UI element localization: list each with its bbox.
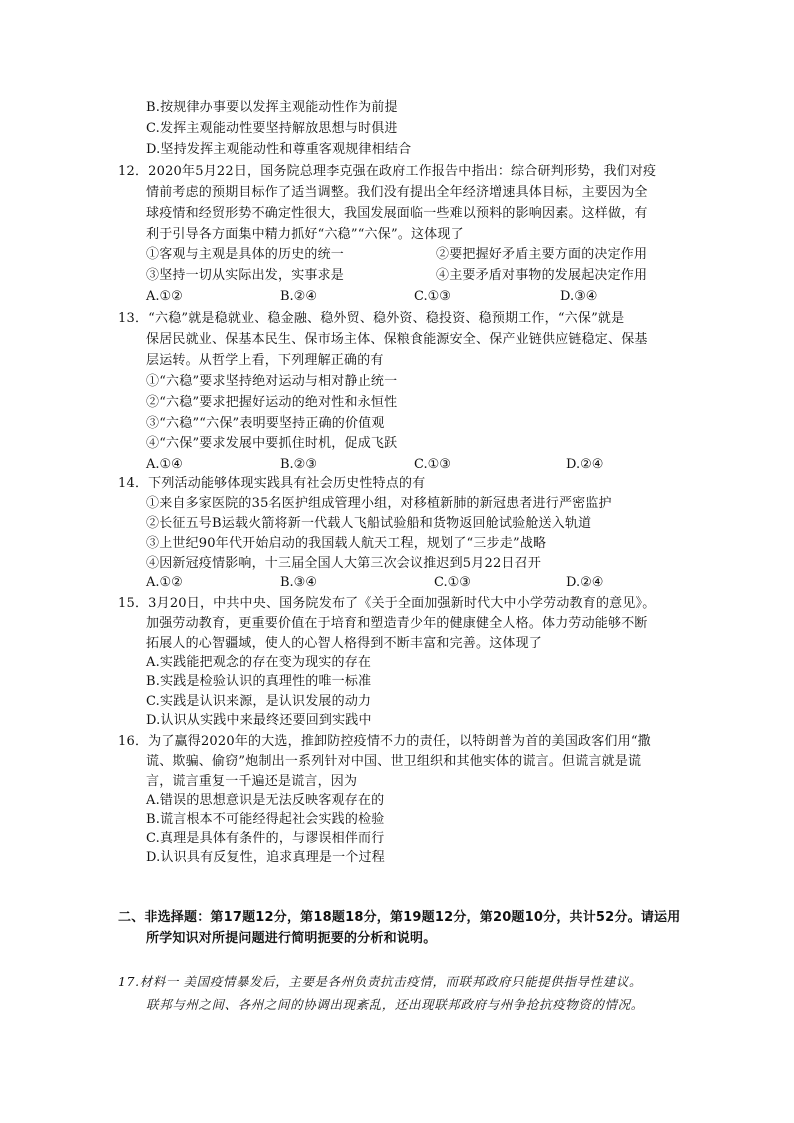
- q14-statement-3: ③上世纪90年代开始启动的我国载人航天工程，规划了“三步走”战略: [146, 536, 547, 551]
- q14-option-c: C.①③: [434, 575, 471, 590]
- q17-material-line1: 17.材料一 美国疫情暴发后，主要是各州负责抗击疫情，而联邦政府只能提供指导性建议。: [118, 974, 643, 989]
- q16-option-d: D.认识具有反复性，追求真理是一个过程: [146, 850, 385, 865]
- q15-option-d: D.认识从实践中来最终还要回到实践中: [146, 713, 372, 728]
- q14-stem-line1: 14．下列活动能够体现实践具有社会历史性特点的有: [118, 476, 426, 491]
- q13-option-a: A.①④: [146, 457, 183, 472]
- q11-option-d: D.坚持发挥主观能动性和尊重客观规律相结合: [146, 142, 412, 157]
- q14-statement-4: ④因新冠疫情影响，十三届全国人大第三次会议推迟到5月22日召开: [146, 556, 542, 571]
- q16-option-c: C.真理是具体有条件的，与谬误相伴而行: [146, 831, 385, 846]
- q17-material-line2: 联邦与州之间、各州之间的协调出现紊乱，还出现联邦政府与州争抢抗疫物资的情况。: [146, 997, 644, 1012]
- q12-statement-4: ④主要矛盾对事物的发展起决定作用: [436, 268, 648, 283]
- q12-statement-3: ③坚持一切从实际出发，实事求是: [146, 268, 345, 283]
- q13-stem-line3: 层运转。从哲学上看，下列理解正确的有: [146, 353, 384, 368]
- q15-option-c: C.实践是认识来源，是认识发展的动力: [146, 694, 372, 709]
- q16-option-a: A.错误的思想意识是无法反映客观存在的: [146, 793, 385, 808]
- q12-stem-line3: 球疫情和经贸形势不确定性很大，我国发展面临一些难以预料的影响因素。这样做，有: [146, 206, 648, 221]
- section2-heading-line1: 二、非选择题：第17题12分，第18题18分，第19题12分，第20题10分，共计52分。请运用: [118, 910, 681, 925]
- q12-stem-line2: 情前考虑的预期目标作了适当调整。我们没有提出全年经济增速具体目标，主要因为全: [146, 185, 648, 200]
- q12-statement-1: ①客观与主观是具体的历史的统一: [146, 247, 345, 262]
- q14-option-a: A.①②: [146, 575, 183, 590]
- q13-option-d: D.②④: [566, 457, 604, 472]
- q12-option-b: B.②④: [280, 289, 317, 304]
- q11-option-c: C.发挥主观能动性要坚持解放思想与时俱进: [146, 121, 398, 136]
- q13-option-b: B.②③: [280, 457, 317, 472]
- q16-stem-line3: 言，谎言重复一千遍还是谎言，因为: [146, 774, 358, 789]
- q13-stem-line1: 13．“六稳”就是稳就业、稳金融、稳外贸、稳外资、稳投资、稳预期工作，“六保”就是: [118, 311, 625, 326]
- q13-statement-4: ④“六保”要求发展中要抓住时机，促成飞跃: [146, 436, 398, 451]
- q14-statement-2: ②长征五号B运载火箭将新一代载人飞船试验船和货物返回舱试验舱送入轨道: [146, 516, 592, 531]
- q15-stem-line1: 15．3月20日，中共中央、国务院发布了《关于全面加强新时代大中小学劳动教育的意见》。: [118, 596, 656, 611]
- q12-option-a: A.①②: [146, 289, 183, 304]
- q16-stem-line1: 16．为了赢得2020年的大选，推卸防控疫情不力的责任，以特朗普为首的美国政客们用“撒: [118, 734, 651, 749]
- q13-statement-2: ②“六稳”要求把握好运动的绝对性和永恒性: [146, 395, 398, 410]
- q11-option-b: B.按规律办事要以发挥主观能动性作为前提: [146, 100, 398, 115]
- q14-option-d: D.②④: [566, 575, 604, 590]
- q14-statement-1: ①来自多家医院的35名医护组成管理小组，对移植新肺的新冠患者进行严密监护: [146, 496, 612, 511]
- q13-stem-line2: 保居民就业、保基本民生、保市场主体、保粮食能源安全、保产业链供应链稳定、保基: [146, 332, 648, 347]
- q14-option-b: B.③④: [280, 575, 317, 590]
- q12-stem-line1: 12．2020年5月22日，国务院总理李克强在政府工作报告中指出：综合研判形势，我们对疫: [118, 164, 657, 179]
- q13-statement-1: ①“六稳”要求坚持绝对运动与相对静止统一: [146, 374, 398, 389]
- q12-statement-2: ②要把握好矛盾主要方面的决定作用: [436, 247, 648, 262]
- q15-option-b: B.实践是检验认识的真理性的唯一标准: [146, 674, 372, 689]
- q13-option-c: C.①③: [414, 457, 451, 472]
- q12-option-d: D.③④: [560, 289, 598, 304]
- q13-statement-3: ③“六稳”“六保”表明要坚持正确的价值观: [146, 416, 385, 431]
- q15-stem-line3: 拓展人的心智疆域，使人的心智人格得到不断丰富和完善。这体现了: [146, 636, 543, 651]
- q12-stem-line4: 利于引导各方面集中精力抓好“六稳”“六保”。这体现了: [146, 227, 464, 242]
- q16-stem-line2: 谎、欺骗、偷窃”炮制出一系列针对中国、世卫组织和其他实体的谎言。但谎言就是谎: [146, 754, 642, 769]
- q15-option-a: A.实践能把观念的存在变为现实的存在: [146, 655, 372, 670]
- q15-stem-line2: 加强劳动教育，更重要价值在于培育和塑造青少年的健康健全人格。体力劳动能够不断: [146, 616, 648, 631]
- q16-option-b: B.谎言根本不可能经得起社会实践的检验: [146, 812, 385, 827]
- q12-option-c: C.①③: [414, 289, 451, 304]
- section2-heading-line2: 所学知识对所提问题进行简明扼要的分析和说明。: [146, 931, 437, 946]
